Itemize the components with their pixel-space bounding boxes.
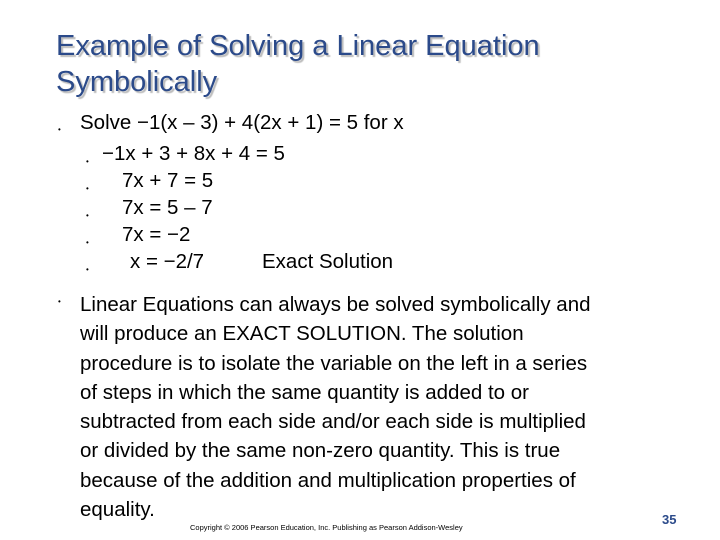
step-2: 7x + 7 = 5 bbox=[122, 169, 214, 192]
explanation-paragraph bbox=[80, 290, 690, 524]
title-line-2: Symbolically bbox=[56, 66, 218, 98]
paragraph-line: equality. bbox=[80, 498, 155, 522]
exact-solution-note: Exact Solution bbox=[262, 250, 394, 273]
bullet-marker: • bbox=[58, 297, 61, 306]
page-number: 35 bbox=[662, 512, 677, 527]
step-4: 7x = −2 bbox=[122, 223, 191, 246]
paragraph-line: procedure is to isolate the variable on the left in a series bbox=[80, 351, 588, 375]
title-line-1: Example of Solving a Linear Equation bbox=[56, 30, 540, 62]
step-5: x = −2/7 bbox=[130, 250, 205, 273]
sub-bullet-marker: • bbox=[86, 238, 89, 247]
paragraph-line: Linear Equations can always be solved symbolically and bbox=[80, 293, 591, 316]
paragraph-line: or divided by the same non-zero quantity. This is true bbox=[80, 439, 561, 463]
bullet-marker: • bbox=[58, 125, 61, 134]
step-1: −1x + 3 + 8x + 4 = 5 bbox=[102, 142, 285, 165]
main-bullet-text: Solve −1(x – 3) + 4(2x + 1) = 5 for x bbox=[80, 111, 404, 134]
sub-bullet-marker: • bbox=[86, 157, 89, 166]
paragraph-line: subtracted from each side and/or each side is multiplied bbox=[80, 410, 586, 434]
paragraph-line: will produce an EXACT SOLUTION. The solution bbox=[80, 322, 524, 346]
sub-bullet-marker: • bbox=[86, 265, 89, 274]
copyright-footer: Copyright © 2006 Pearson Education, Inc. Publishing as Pearson Addison-Wesley bbox=[190, 523, 463, 532]
paragraph-line: because of the addition and multiplication properties of bbox=[80, 468, 576, 492]
step-3: 7x = 5 – 7 bbox=[122, 196, 213, 219]
sub-bullet-marker: • bbox=[86, 184, 89, 193]
sub-bullet-marker: • bbox=[86, 211, 89, 220]
paragraph-line: of steps in which the same quantity is added to or bbox=[80, 380, 529, 404]
